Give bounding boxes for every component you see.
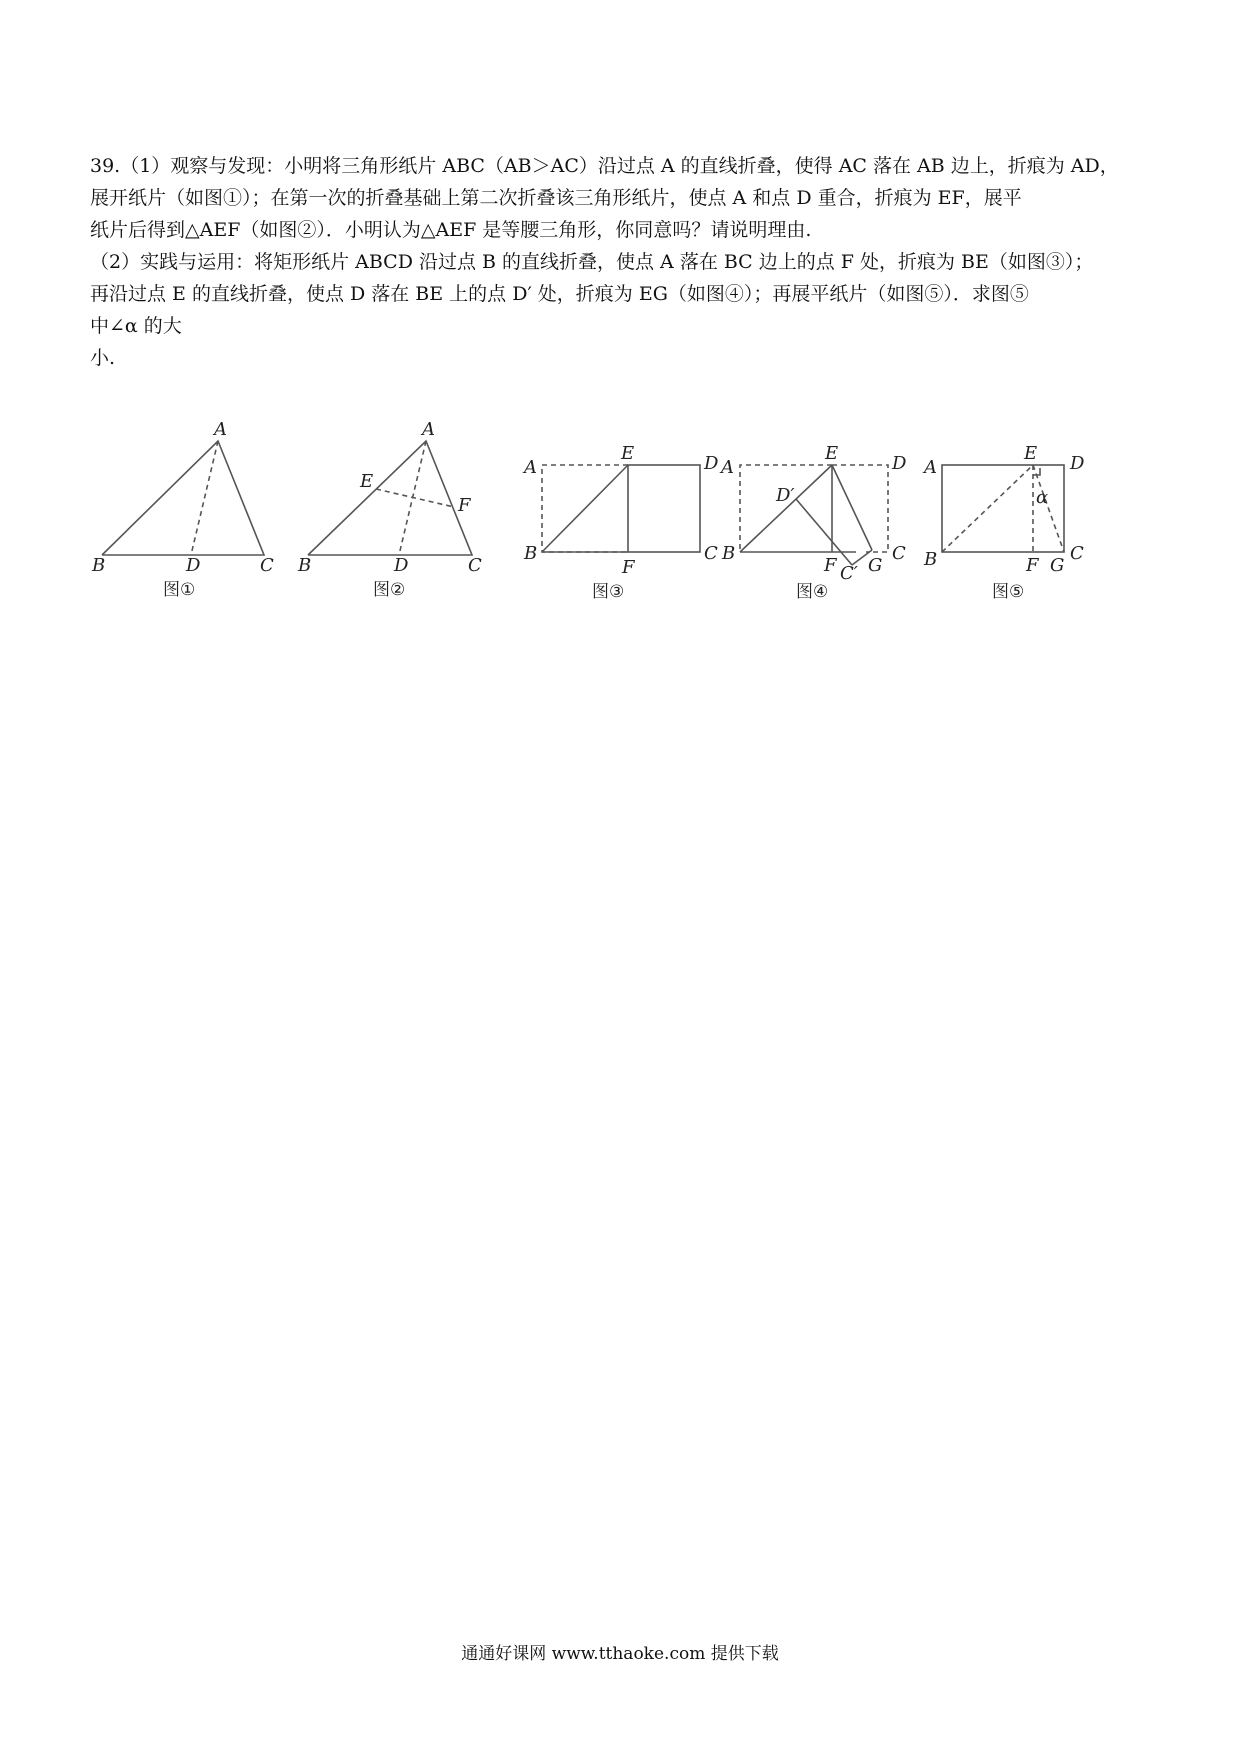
crease-be xyxy=(942,465,1033,552)
label-c: C xyxy=(892,543,906,564)
label-b: B xyxy=(298,555,312,576)
fold-line-eg xyxy=(832,465,872,550)
fold-line-be xyxy=(542,465,628,552)
label-e: E xyxy=(1024,443,1038,464)
caption-fig2: 图② xyxy=(373,580,406,600)
figure-1 xyxy=(91,419,274,600)
label-f: F xyxy=(824,555,837,576)
triangle-abc xyxy=(102,441,264,555)
problem-line: 纸片后得到△AEF（如图②）．小明认为△AEF 是等腰三角形，你同意吗？请说明理由. xyxy=(90,219,812,241)
caption-fig4: 图④ xyxy=(796,582,829,602)
page-footer: 通通好课网 www.tthaoke.com 提供下载 xyxy=(461,1644,779,1664)
label-f: F xyxy=(622,557,635,578)
label-a: A xyxy=(924,457,937,478)
problem-line: （2）实践与运用：将矩形纸片 ABCD 沿过点 B 的直线折叠，使点 A 落在 BC 边上的点 F 处，折痕为 BE（如图③）； xyxy=(90,251,1094,273)
label-d: D xyxy=(394,555,409,576)
label-b: B xyxy=(924,549,938,570)
label-d: D xyxy=(1070,453,1085,474)
figures-row xyxy=(88,415,1118,605)
square-efcd xyxy=(628,465,700,552)
problem-text xyxy=(90,150,1160,374)
label-g: G xyxy=(868,555,883,576)
label-d: D xyxy=(892,453,907,474)
label-c: C xyxy=(468,555,482,576)
figure-4 xyxy=(719,443,907,602)
fold-line-ad xyxy=(191,441,218,555)
label-b: B xyxy=(722,543,736,564)
label-f: F xyxy=(1026,555,1039,576)
problem-line: 小. xyxy=(90,347,116,369)
label-a: A xyxy=(524,457,537,478)
triangle-abc xyxy=(308,441,472,555)
label-alpha: α xyxy=(1036,487,1049,508)
crease-eg xyxy=(1033,465,1064,552)
unfolded-right xyxy=(832,465,888,552)
label-b: B xyxy=(524,543,538,564)
caption-fig1: 图① xyxy=(163,580,196,600)
label-c: C xyxy=(704,543,718,564)
segment-be xyxy=(740,465,832,552)
label-c: C xyxy=(260,555,274,576)
fold-line-ef xyxy=(376,489,454,507)
problem-line: 再沿过点 E 的直线折叠，使点 D 落在 BE 上的点 D′ 处，折痕为 EG（如图④）；再展平纸片（如图⑤）．求图⑤ xyxy=(90,283,1029,305)
problem-line: 39.（1）观察与发现：小明将三角形纸片 ABC（AB＞AC）沿过点 A 的直线折叠，使得 AC 落在 AB 边上，折痕为 AD， xyxy=(90,155,1119,177)
label-a: A xyxy=(214,419,227,440)
label-c-prime: C′ xyxy=(840,563,858,584)
figure-2 xyxy=(297,419,482,600)
caption-fig5: 图⑤ xyxy=(992,582,1025,602)
label-d: D xyxy=(186,555,201,576)
figure-5 xyxy=(922,443,1085,602)
label-g: G xyxy=(1050,555,1065,576)
label-c: C xyxy=(1070,543,1084,564)
figure-3 xyxy=(522,443,719,602)
label-b: B xyxy=(92,555,106,576)
label-e: E xyxy=(825,443,839,464)
label-a: A xyxy=(721,457,734,478)
caption-fig3: 图③ xyxy=(592,582,625,602)
label-e: E xyxy=(360,471,374,492)
problem-line: 展开纸片（如图①）；在第一次的折叠基础上第二次折叠该三角形纸片，使点 A 和点 D 重合，折痕为 EF，展平 xyxy=(90,187,1022,209)
label-f: F xyxy=(458,495,471,516)
figures-svg xyxy=(88,415,1118,605)
rectangle-abcd xyxy=(942,465,1064,552)
problem-line: 中∠α 的大 xyxy=(90,315,182,337)
label-d: D xyxy=(704,453,719,474)
label-d-prime: D′ xyxy=(776,485,795,506)
label-a: A xyxy=(422,419,435,440)
label-e: E xyxy=(621,443,635,464)
